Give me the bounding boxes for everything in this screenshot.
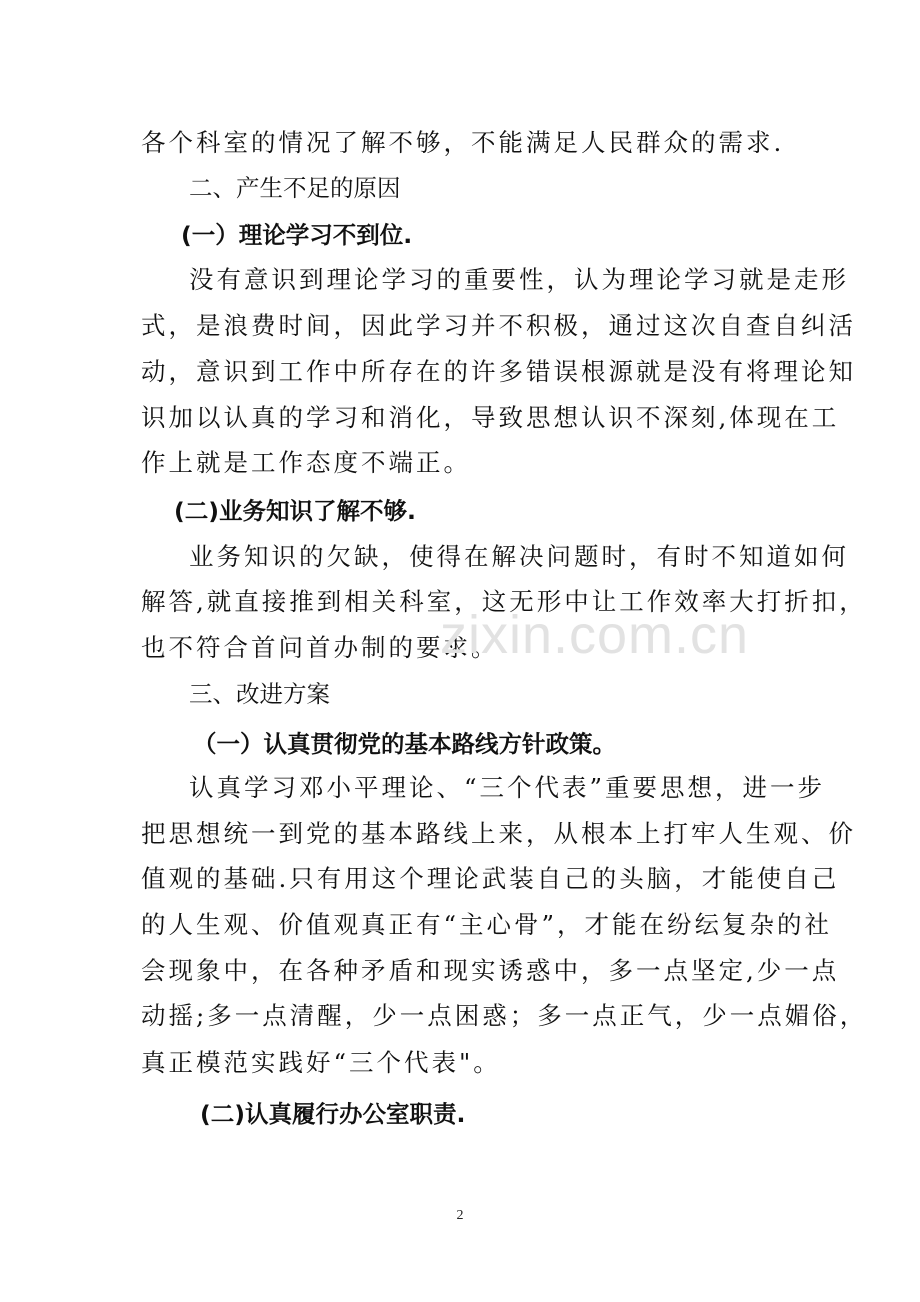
page-number: 2 [456,1208,464,1223]
text-line-1: 各个科室的情况了解不够，不能满足人民群众的需求. [141,128,785,157]
text-line-11: 解答,就直接推到相关科室，这无形中让工作效率大打折扣， [141,587,867,616]
subsection-heading-2-2: (二)业务知识了解不够. [174,497,416,525]
text-line-19: 会现象中，在各种矛盾和现实诱惑中，多一点坚定,少一点 [141,956,840,985]
text-line-10: 业务知识的欠缺，使得在解决问题时，有时不知道如何 [189,542,849,571]
section-heading-3: 三、改进方案 [189,680,330,708]
text-line-16: 把思想统一到党的基本路线上来，从根本上打牢人生观、价 [141,819,856,848]
subsection-heading-3-2: (二)认真履行办公室职责. [200,1100,466,1128]
section-heading-2: 二、产生不足的原因 [189,174,401,202]
text-line-15: 认真学习邓小平理论、“三个代表”重要思想，进一步 [189,773,826,802]
text-line-18: 的人生观、价值观真正有“主心骨”，才能在纷纭复杂的社 [141,910,833,939]
text-line-6: 动，意识到工作中所存在的许多错误根源就是没有将理论知 [141,357,856,386]
watermark: zixin.com.cn [440,605,750,665]
text-line-7: 识加以认真的学习和消化，导致思想认识不深刻,体现在工 [141,403,840,432]
text-line-8: 作上就是工作态度不端正。 [141,448,471,477]
text-line-12: 也不符合首问首办制的要求。 [141,633,499,662]
text-line-17: 值观的基础.只有用这个理论武装自己的头脑，才能使自己 [141,864,840,893]
subsection-heading-3-1: （一）认真贯彻党的基本路线方针政策。 [193,730,616,758]
text-line-21: 真正模范实践好“三个代表"。 [141,1048,501,1077]
text-line-5: 式，是浪费时间，因此学习并不积极，通过这次自查自纠活 [141,311,856,340]
text-line-4: 没有意识到理论学习的重要性，认为理论学习就是走形 [189,265,849,294]
subsection-heading-2-1: (一）理论学习不到位. [181,221,413,249]
text-line-20: 动摇;多一点清醒，少一点困惑；多一点正气，少一点媚俗， [141,1001,868,1030]
